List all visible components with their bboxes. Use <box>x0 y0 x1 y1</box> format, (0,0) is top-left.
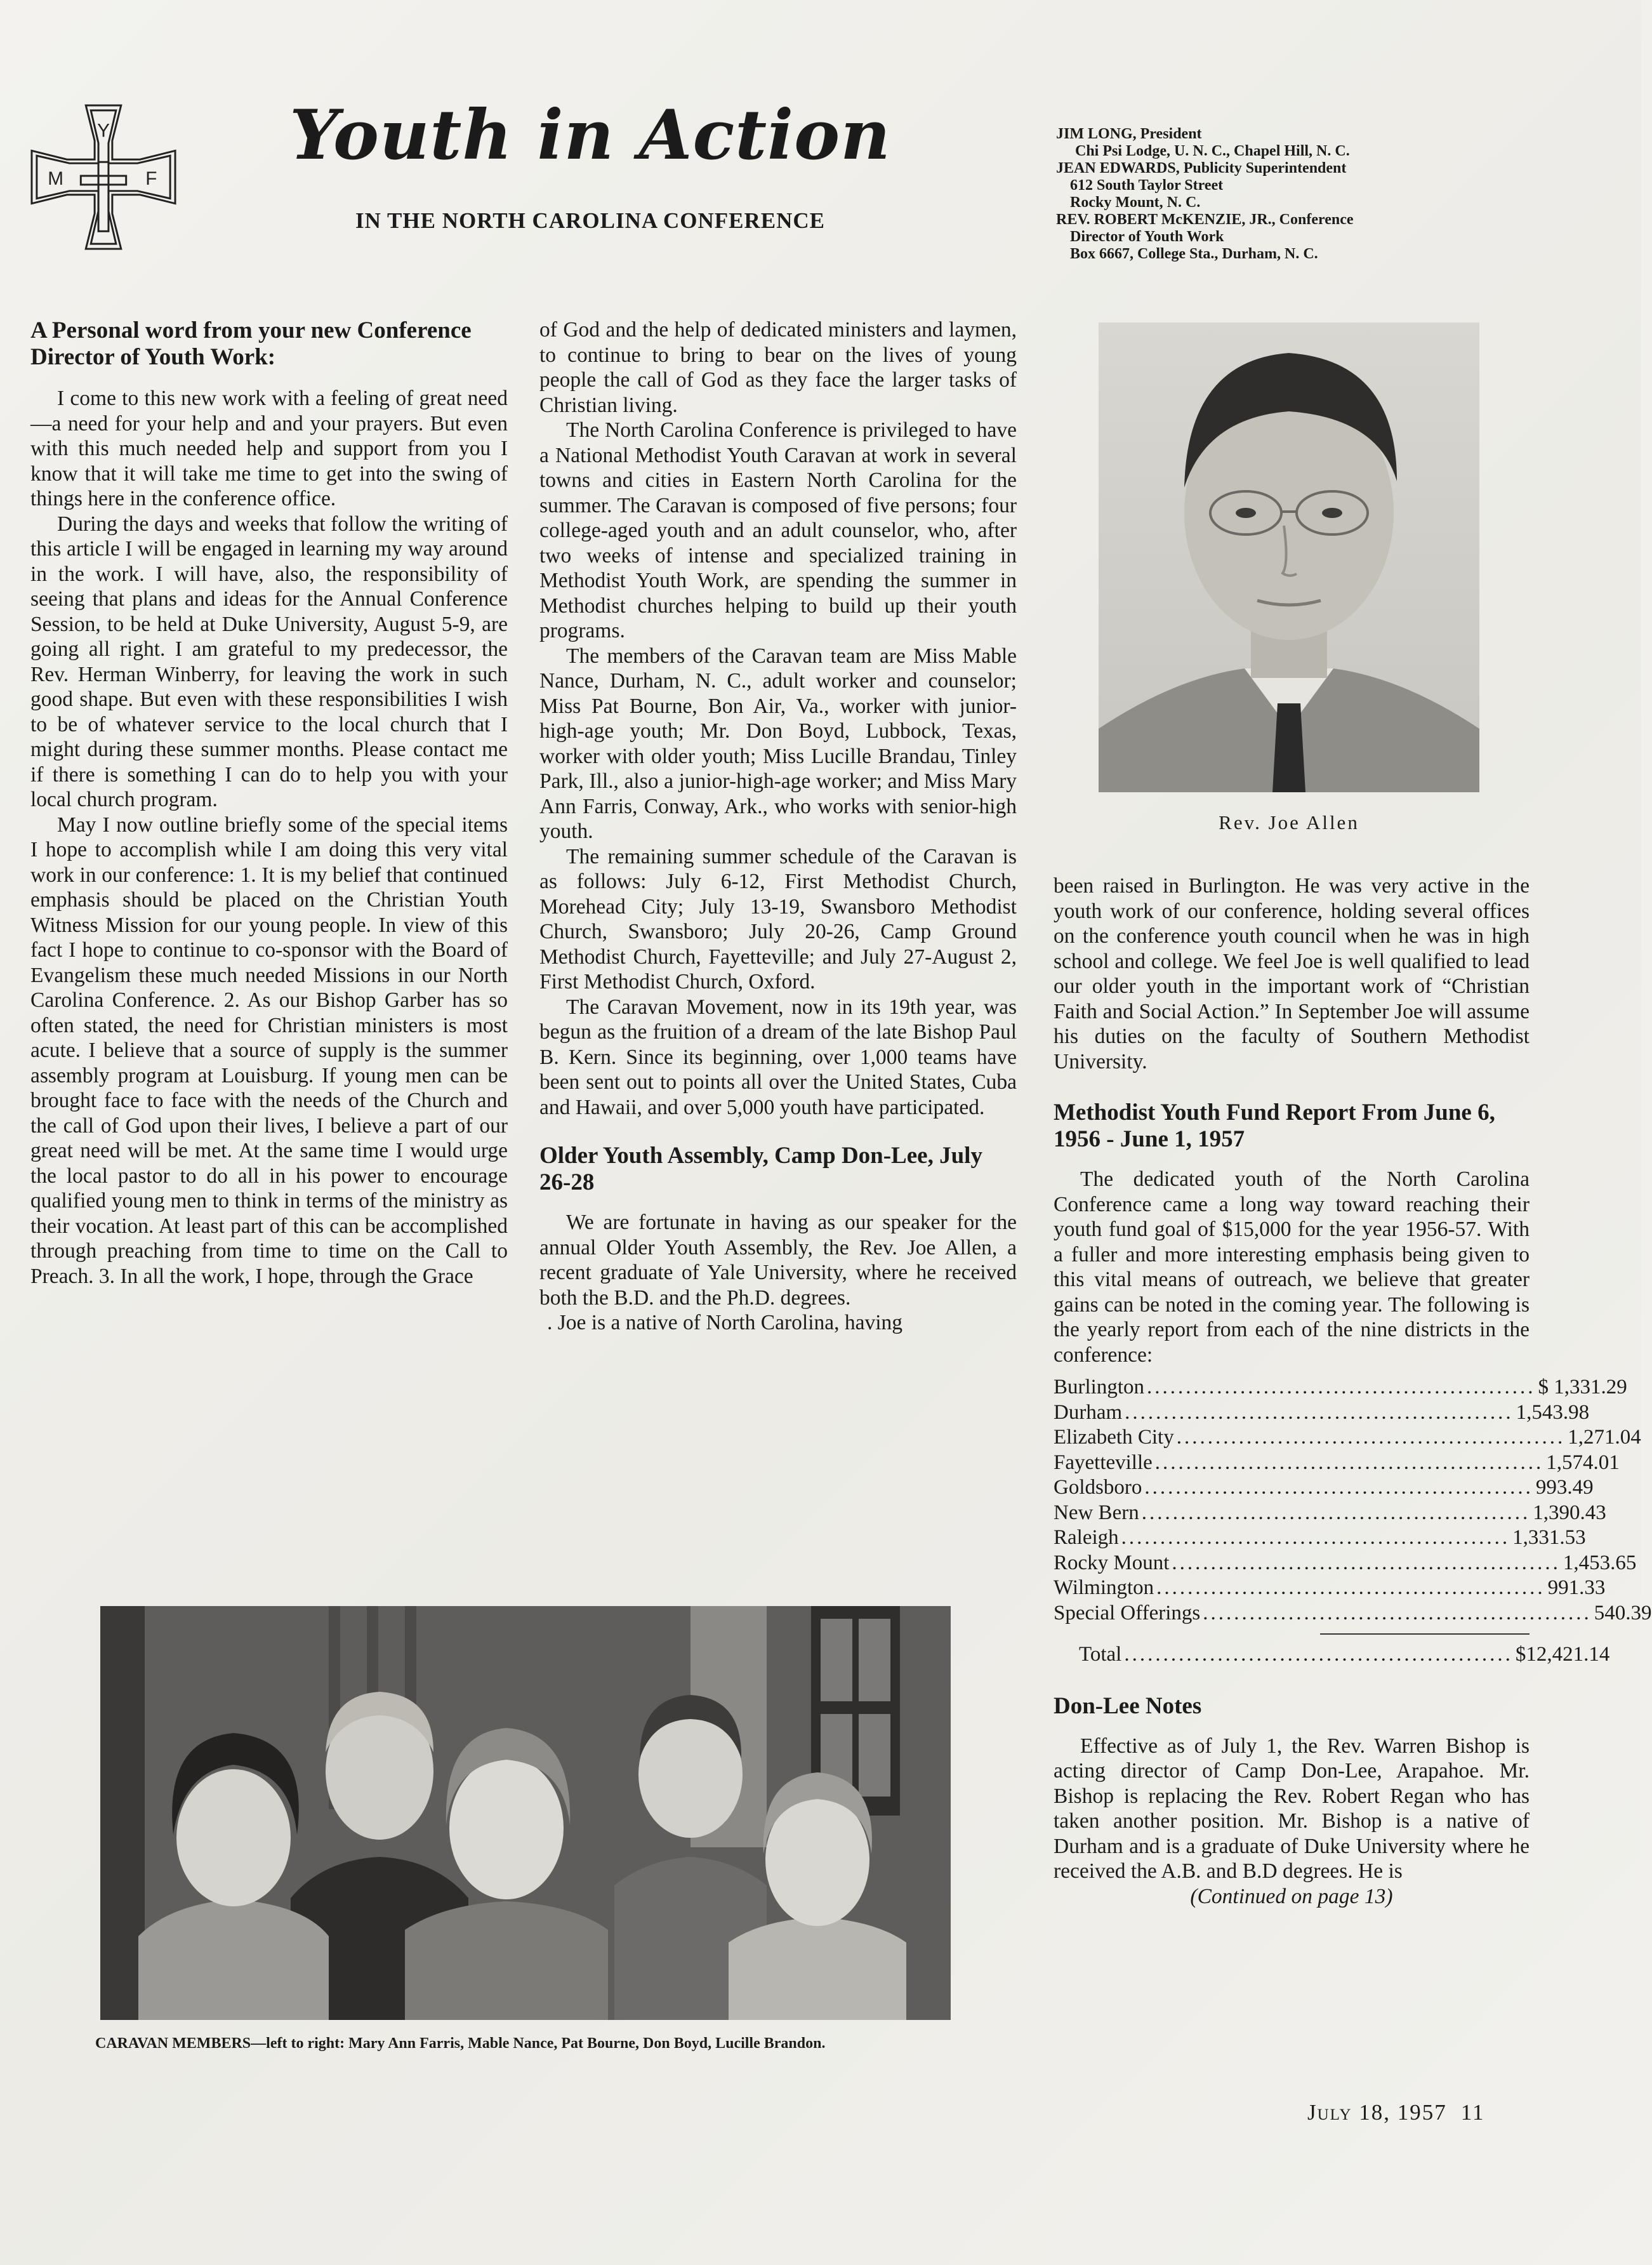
paragraph: Effective as of July 1, the Rev. Warren Bishop is acting director of Camp Don-Lee, Arapahoe. Mr. Bishop is replacing the Rev. Robert Regan who has taken another position. Mr. Bishop is a native of Durham and is a graduate of Duke University where he received the A.B. and B.D degrees. He is <box>1054 1734 1530 1883</box>
district-amount: 1,390.43 <box>1533 1501 1606 1524</box>
table-row <box>1054 1375 1627 1400</box>
portrait-image-icon <box>1099 322 1479 792</box>
paragraph: The dedicated youth of the North Carolina Conference came a long way toward reaching their youth fund goal of $15,000 for the year 1956-57. With a fuller and more interesting emphasis being given to this vital means of outreach, we believe that greater gains can be noted in the coming year. The following is the yearly report from each of the nine districts in the conference: <box>1054 1167 1530 1367</box>
paragraph: May I now outline briefly some of the special items I hope to accomplish while I am doing this very vital work in our conference: 1. It is my belief that continued emphasis should be placed on the Christian Youth Witness Mission for our young people. In view of this fact I hope to continue to co-sponsor with the Board of Evangelism these much needed Missions in our North Carolina Conference. 2. As our Bishop Garber has so often stated, the need for Christian ministers is most acute. I believe that a source of supply is the summer assembly program at Louisburg. If young men can be brought face to face with the needs of the Church and the call of God upon their lives, I believe a part of our great need will be met. At the same time I would urge the local pastor to do all in his power to encourage qualified young men to think in terms of the ministry as their vocation. At least part of this can be accomplished through preaching from time to time on the Call to Preach. 3. In all the work, I hope, through the Grace <box>30 813 508 1288</box>
district-name: Durham <box>1054 1400 1123 1424</box>
staff-line: Rocky Mount, N. C. <box>1070 194 1201 211</box>
leader-dots: .................................................. <box>1172 1551 1561 1574</box>
district-amount: $ 1,331.29 <box>1538 1376 1627 1398</box>
staff-line: 612 South Taylor Street <box>1070 177 1224 194</box>
total-row <box>1054 1642 1610 1668</box>
total-rule <box>1320 1633 1530 1635</box>
portrait-photo <box>1099 322 1479 792</box>
district-amount: 1,271.04 <box>1568 1426 1641 1449</box>
leader-dots: .................................................. <box>1203 1601 1592 1624</box>
fund-report-heading: Methodist Youth Fund Report From June 6, 1956 - June 1, 1957 <box>1054 1099 1495 1152</box>
leader-dots: .................................................. <box>1121 1526 1510 1549</box>
district-name: Burlington <box>1054 1376 1145 1398</box>
district-amount: 1,331.53 <box>1512 1526 1586 1549</box>
district-name: Fayetteville <box>1054 1451 1153 1474</box>
district-name: Elizabeth City <box>1054 1426 1174 1449</box>
group-photo-image-icon <box>100 1606 951 2020</box>
paragraph: We are fortunate in having as our speaker for the annual Older Youth Assembly, the Rev. Joe Allen, a recent graduate of Yale University, where he received both the B.D. and the Ph.D. degrees. <box>539 1211 1017 1310</box>
leader-dots: .................................................. <box>1154 1451 1544 1474</box>
issue-date: July 18, 1957 <box>1307 2100 1447 2125</box>
paragraph: During the days and weeks that follow the writing of this article I will be engaged in learning my way around in the work. I will have, also, the responsibility of seeing that plans and ideas for the Annual Conference Session, to be held at Duke University, August 5-9, are going all right. I am grateful to my predecessor, the Rev. Herman Winberry, for leaving the work in such good shape. But even with these responsibilities I wish to be of whatever service to the local church that I might during these summer months. Please contact me if there is something I can do to help you with your local church program. <box>30 512 508 811</box>
staff-line: Box 6667, College Sta., Durham, N. C. <box>1070 246 1318 262</box>
article-column-3 <box>1054 873 1652 1909</box>
district-amount: 1,453.65 <box>1563 1551 1637 1574</box>
staff-line: REV. ROBERT McKENZIE, JR., Conference <box>1056 211 1354 228</box>
total-label: Total <box>1079 1643 1122 1666</box>
logo-letter-m: M <box>48 168 64 189</box>
staff-line: JEAN EDWARDS, Publicity Superintendent <box>1056 160 1347 176</box>
article-heading: A Personal word from your new Conference Director of Youth Work: <box>30 317 472 370</box>
table-row <box>1054 1451 1620 1476</box>
table-row <box>1054 1501 1606 1526</box>
total-amount: $12,421.14 <box>1515 1643 1610 1666</box>
page-title: Youth in Action <box>289 95 891 175</box>
caption-label: CARAVAN MEMBERS <box>95 2035 251 2052</box>
section-heading: Older Youth Assembly, Camp Don-Lee, July 26-28 <box>539 1143 982 1195</box>
district-name: Special Offerings <box>1054 1601 1201 1624</box>
paragraph: The North Carolina Conference is privileged to have a National Methodist Youth Caravan at work in several towns and cities in Eastern North Carolina for the summer. The Caravan is composed of five persons; four college-aged youth and an adult counselor, who, after two weeks of intense and specialized training in Methodist Youth Work, are spending the summer in Methodist churches helping to build up their youth programs. <box>539 418 1017 642</box>
table-row <box>1054 1525 1586 1551</box>
leader-dots: .................................................. <box>1141 1501 1531 1524</box>
paragraph: The members of the Caravan team are Miss Mable Nance, Durham, N. C., adult worker and counselor; Miss Pat Bourne, Bon Air, Va., worker with junior-high-age youth; Mr. Don Boyd, Lubbock, Texas, worker with older youth; Miss Lucille Brandau, Tinley Park, Ill., also a junior-high-age worker; and Miss Mary Ann Farris, Conway, Ark., who works with senior-high youth. <box>539 644 1017 843</box>
continued-note: (Continued on page 13) <box>1190 1884 1393 1908</box>
caption-text: —left to right: Mary Ann Farris, Mable Nance, Pat Bourne, Don Boyd, Lucille Brandon. <box>251 2035 826 2052</box>
logo-letter-y: Y <box>97 120 110 142</box>
paragraph: I come to this new work with a feeling of great need—a need for your help and and your prayers. But even with this much needed help and support from you I know that it will take me time to get into the swing of things here in the conference office. <box>30 387 508 510</box>
article-column-1 <box>30 317 508 1289</box>
paragraph: . Joe is a native of North Carolina, having <box>547 1311 903 1334</box>
table-row <box>1054 1475 1594 1501</box>
fund-report-table <box>1054 1375 1652 1668</box>
table-row <box>1054 1551 1637 1576</box>
paragraph: The Caravan Movement, now in its 19th year, was begun as the fruition of a dream of the late Bishop Paul B. Kern. Since its beginning, over 1,000 teams have been sent out to points all over the United States, Cuba and Hawaii, and over 5,000 youth have participated. <box>539 995 1017 1119</box>
table-row <box>1054 1400 1590 1426</box>
section-heading: Don-Lee Notes <box>1054 1692 1202 1719</box>
paragraph: been raised in Burlington. He was very active in the youth work of our conference, holding several offices on the conference youth council when he was in high school and college. We feel Joe is well qualified to lead our older youth in the important work of “Christian Faith and Social Action.” In September Joe will assume his duties on the faculty of Southern Methodist University. <box>1054 874 1530 1073</box>
district-amount: 1,543.98 <box>1516 1400 1590 1424</box>
leader-dots: .................................................. <box>1124 1643 1513 1666</box>
logo-letter-f: F <box>145 168 157 189</box>
district-name: Raleigh <box>1054 1526 1119 1549</box>
leader-dots: .................................................. <box>1156 1576 1545 1599</box>
staff-line: Director of Youth Work <box>1070 229 1224 245</box>
district-amount: 1,574.01 <box>1546 1451 1620 1474</box>
leader-dots: .................................................. <box>1125 1400 1514 1424</box>
table-row <box>1054 1601 1652 1626</box>
article-column-2 <box>539 317 1017 1336</box>
portrait-caption: Rev. Joe Allen <box>1219 811 1359 834</box>
paragraph: The remaining summer schedule of the Caravan is as follows: July 6-12, First Methodist Church, Morehead City; July 13-19, Swansboro Methodist Church, Swansboro; July 20-26, Camp Ground Methodist Church, Fayetteville; and July 27-August 2, First Methodist Church, Oxford. <box>539 844 1017 993</box>
district-amount: 991.33 <box>1547 1576 1606 1599</box>
paragraph: of God and the help of dedicated ministers and laymen, to continue to bring to bear on the lives of young people the call of God as they face the larger tasks of Christian living. <box>539 318 1017 417</box>
staff-line: JIM LONG, President <box>1056 126 1202 142</box>
district-name: Goldsboro <box>1054 1476 1142 1499</box>
district-amount: 993.49 <box>1535 1476 1594 1499</box>
district-name: Wilmington <box>1054 1576 1154 1599</box>
page-number: 11 <box>1460 2100 1485 2125</box>
district-name: New Bern <box>1054 1501 1139 1524</box>
leader-dots: .................................................. <box>1176 1426 1566 1449</box>
group-photo-caption <box>95 2034 971 2053</box>
table-row <box>1054 1576 1606 1601</box>
staff-directory <box>1056 126 1538 263</box>
cross-logo-icon <box>28 102 179 253</box>
leader-dots: .................................................. <box>1147 1376 1536 1398</box>
page-footer <box>1307 2100 1498 2125</box>
group-photo <box>100 1606 951 2020</box>
district-amount: 540.39 <box>1594 1601 1652 1624</box>
district-name: Rocky Mount <box>1054 1551 1170 1574</box>
table-row <box>1054 1425 1641 1451</box>
staff-line: Chi Psi Lodge, U. N. C., Chapel Hill, N. C. <box>1075 143 1350 159</box>
page-subtitle: IN THE NORTH CAROLINA CONFERENCE <box>355 208 825 233</box>
leader-dots: .................................................. <box>1144 1476 1533 1499</box>
